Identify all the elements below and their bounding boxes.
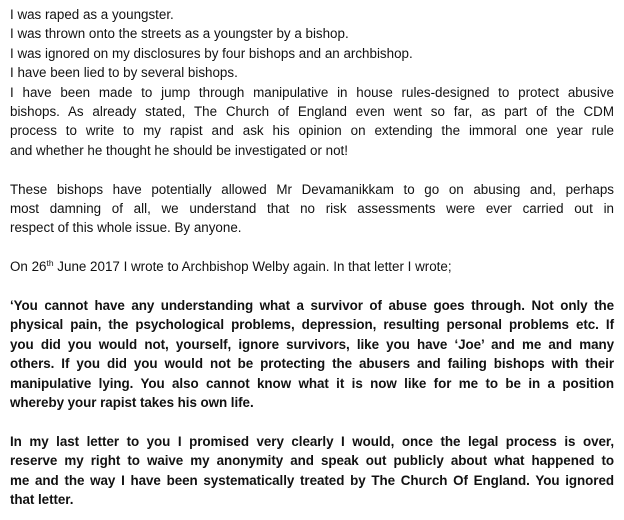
text-line: respect of this whole issue. By anyone. xyxy=(10,220,242,236)
quote-line: me and the way I have been systematically treated by The Church Of England. You ignored xyxy=(10,472,614,488)
text-line: I was thrown onto the streets as a youngster by a bishop. xyxy=(10,26,349,42)
date-suffix: June 2017 I wrote to Archbishop Welby again. In that letter I wrote; xyxy=(53,259,452,275)
text-line: I was ignored on my disclosures by four bishops and an archbishop. xyxy=(10,45,413,61)
paragraph-disclosures xyxy=(10,5,614,160)
paragraph-spacer xyxy=(10,277,614,296)
quote-line: In my last letter to you I promised very clearly I would, once the legal process is over, xyxy=(10,433,614,449)
paragraph-letter-intro xyxy=(10,257,614,276)
quote-line: that letter. xyxy=(10,492,74,508)
text-line: process to write to my rapist and ask his opinion on extending the immoral one year rule xyxy=(10,123,614,139)
quote-paragraph-1 xyxy=(10,296,614,412)
quote-paragraph-2 xyxy=(10,432,614,510)
text-line: I have been made to jump through manipulative in house rules-designed to protect abusive xyxy=(10,84,614,100)
text-line: bishops. As already stated, The Church of England even went so far, as part of the CDM xyxy=(10,104,614,120)
paragraph-spacer xyxy=(10,238,614,257)
quote-line: others. If you did you would not be protecting the abusers and failing bishops with their xyxy=(10,356,614,372)
paragraph-bishops xyxy=(10,180,614,238)
paragraph-spacer xyxy=(10,412,614,431)
text-line: I was raped as a youngster. xyxy=(10,7,174,22)
quote-line: ‘You cannot have any understanding what a survivor of abuse goes through. Not only the xyxy=(10,298,614,314)
quote-line: you did you would not, yourself, ignore survivors, like you have ‘Joe’ and me and many xyxy=(10,336,614,352)
date-prefix: On 26 xyxy=(10,259,47,275)
text-line: and whether he thought he should be investigated or not! xyxy=(10,142,348,158)
paragraph-spacer xyxy=(10,160,614,179)
quote-line: whereby your rapist takes his own life. xyxy=(10,395,254,411)
text-line: I have been lied to by several bishops. xyxy=(10,65,238,81)
quote-line: physical pain, the psychological problems, depression, resulting personal problems etc. If xyxy=(10,317,614,333)
date-superscript: th xyxy=(46,258,54,269)
text-line xyxy=(10,257,614,276)
text-line: These bishops have potentially allowed Mr Devamanikkam to go on abusing and, perhaps xyxy=(10,181,614,197)
text-line: most damning of all, we understand that no risk assessments were ever carried out in xyxy=(10,201,614,217)
quote-line: reserve my right to waive my anonymity and speak out publicly about what happened to xyxy=(10,453,614,469)
quote-line: manipulative lying. You also cannot know what it is now like for me to be in a position xyxy=(10,375,614,391)
